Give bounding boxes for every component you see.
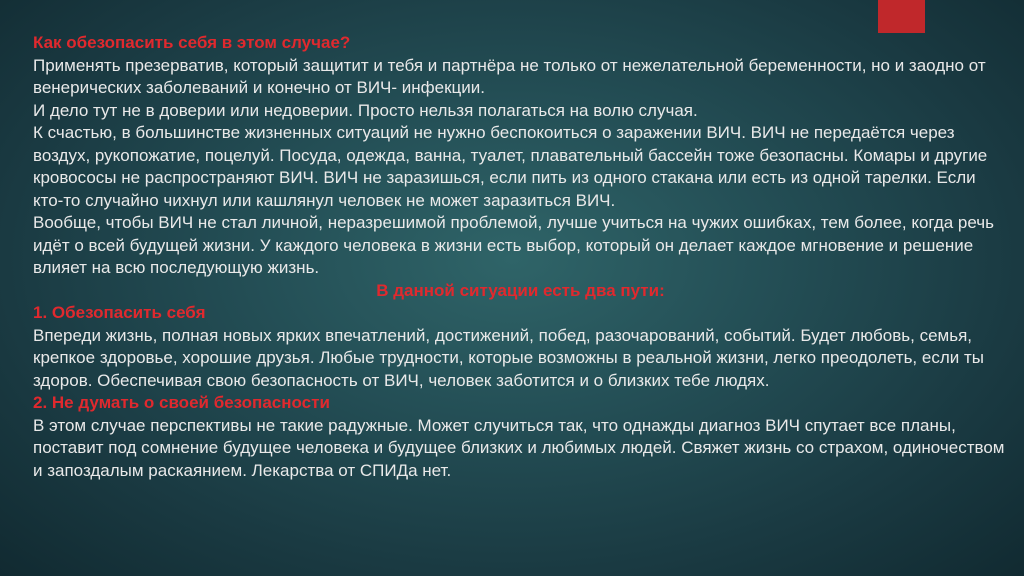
paragraph-trust: И дело тут не в доверии или недоверии. Просто нельзя полагаться на волю случая. [33,100,698,120]
option-1-title: 1. Обезопасить себя [33,303,206,322]
option-2-title: 2. Не думать о своей безопасности [33,393,330,412]
slide-body [33,32,1008,482]
paragraph-choice: Вообще, чтобы ВИЧ не стал личной, неразрешимой проблемой, лучше учиться на чужих ошибках, тем более, когда речь идёт о всей будущей жизни. У каждого человека в жизни есть выбор, который он делает каждое мгновение и решение влияет на всю последующую жизнь. [33,213,994,277]
accent-bar [878,0,925,33]
option-2-text: В этом случае перспективы не такие радужные. Может случиться так, что однажды диагноз ВИЧ спутает все планы, поставит под сомнение будущее человека и будущее близких и любимых людей. Свяжет жизнь со страхом, одиночеством и запоздалым раскаянием. Лекарства от СПИДа нет. [33,415,1005,480]
option-1-text: Впереди жизнь, полная новых ярких впечатлений, достижений, побед, разочарований, событий. Будет любовь, семья, крепкое здоровье, хорошие друзья. Любые трудности, которые возможны в реальной жизни, легко преодолеть, если ты здоров. Обеспечивая свою безопасность от ВИЧ, человек заботится и о близких тебе людях. [33,325,984,390]
slide-heading: Как обезопасить себя в этом случае? [33,33,351,52]
paragraph-condom: Применять презерватив, который защитит и тебя и партнёра не только от нежелательной беременности, но и заодно от венерических заболеваний и конечно от ВИЧ- инфекции. [33,55,986,97]
paragraph-transmission: К счастью, в большинстве жизненных ситуаций не нужно беспокоиться о заражении ВИЧ. ВИЧ не передаётся через воздух, рукопожатие, поцелуй. Посуда, одежда, ванна, туалет, плавательный бассейн тоже безопасны. Комары и другие кровососы не распространяют ВИЧ. ВИЧ не заразишься, если пить из одного стакана или есть из одной тарелки. Если кто-то случайно чихнул или кашлянул человек не может заразиться ВИЧ. [33,123,988,210]
two-paths-subheading: В данной ситуации есть два пути: [376,280,665,300]
